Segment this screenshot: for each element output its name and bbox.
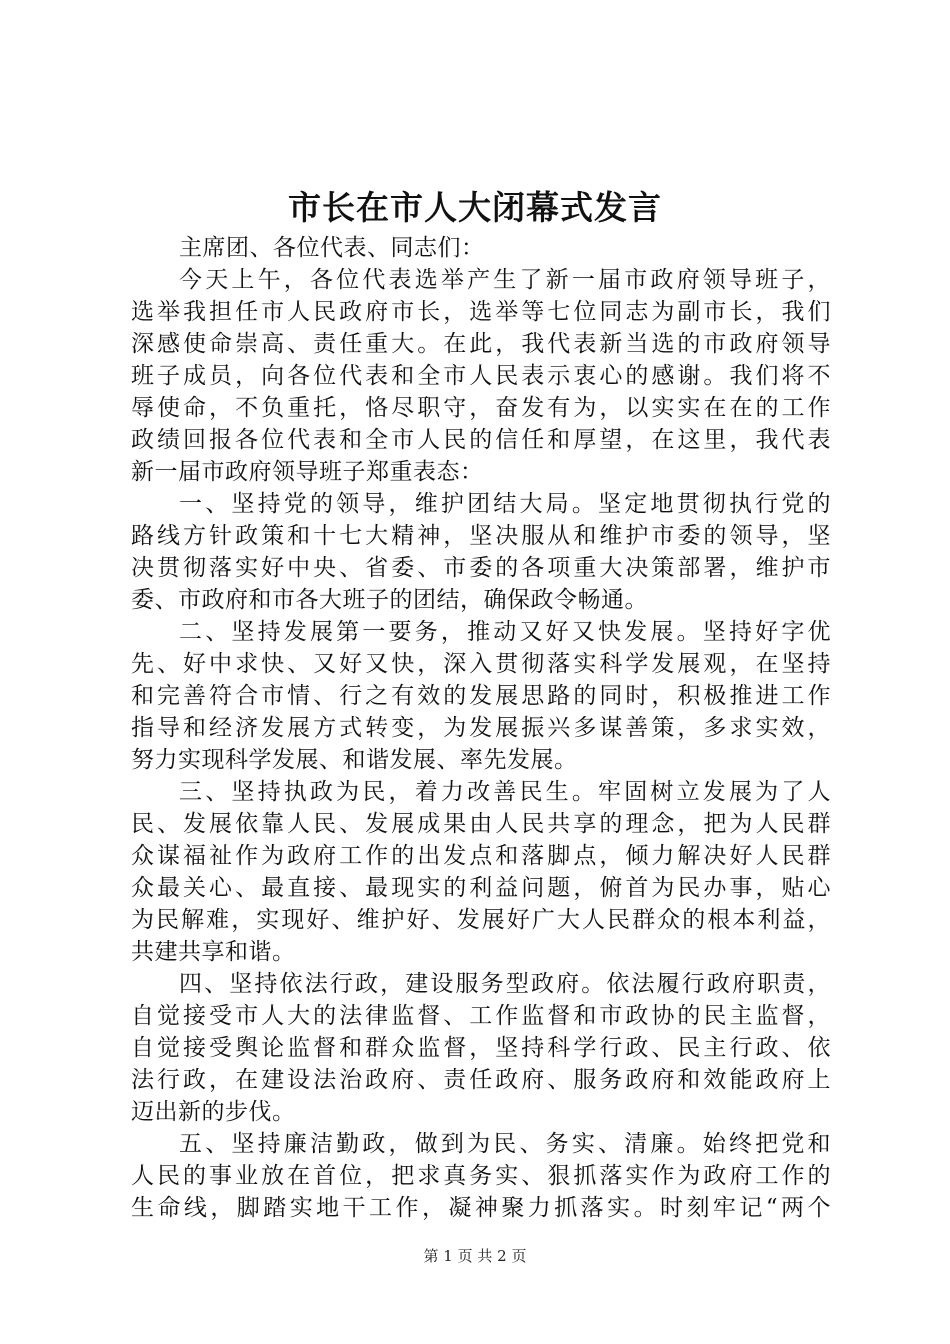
body-line: 众谋福祉作为政府工作的出发点和落脚点，倾力解决好人民群: [131, 843, 831, 869]
body-line: 指导和经济发展方式转变，为发展振兴多谋善策，多求实效，: [131, 715, 831, 741]
body-line: 五、坚持廉洁勤政，做到为民、务实、清廉。始终把党和: [179, 1131, 831, 1157]
body-line: 众最关心、最直接、最现实的利益问题，俯首为民办事，贴心: [131, 875, 831, 901]
body-line: 决贯彻落实好中央、省委、市委的各项重大决策部署，维护市: [131, 555, 831, 581]
body-line: 自觉接受舆论监督和群众监督，坚持科学行政、民主行政、依: [131, 1035, 831, 1061]
body-line: 自觉接受市人大的法律监督、工作监督和市政协的民主监督，: [131, 1003, 831, 1029]
body-line: 人民的事业放在首位，把求真务实、狠抓落实作为政府工作的: [131, 1163, 831, 1189]
body-line: 班子成员，向各位代表和全市人民表示衷心的感谢。我们将不: [131, 363, 831, 389]
body-line: 三、坚持执政为民，着力改善民生。牢固树立发展为了人: [179, 779, 831, 805]
body-line: 共建共享和谐。: [131, 939, 296, 965]
body-line: 生命线，脚踏实地干工作，凝神聚力抓落实。时刻牢记“两个: [131, 1195, 831, 1221]
body-line: 二、坚持发展第一要务，推动又好又快发展。坚持好字优: [179, 619, 831, 645]
body-line: 先、好中求快、又好又快，深入贯彻落实科学发展观，在坚持: [131, 651, 831, 677]
document-title: 市长在市人大闭幕式发言: [288, 188, 662, 227]
body-line: 迈出新的步伐。: [131, 1099, 296, 1125]
page-number-footer: 第 1 页 共 2 页: [423, 1247, 527, 1265]
body-line: 路线方针政策和十七大精神，坚决服从和维护市委的领导，坚: [131, 523, 831, 549]
body-line: 为民解难，实现好、维护好、发展好广大人民群众的根本利益，: [131, 907, 831, 933]
body-line: 努力实现科学发展、和谐发展、率先发展。: [131, 747, 578, 773]
document-body: [131, 232, 831, 1224]
body-line: 法行政，在建设法治政府、责任政府、服务政府和效能政府上: [131, 1067, 831, 1093]
body-line: 委、市政府和市各大班子的团结，确保政令畅通。: [131, 587, 648, 613]
body-line: 政绩回报各位代表和全市人民的信任和厚望，在这里，我代表: [131, 427, 831, 453]
body-line: 深感使命崇高、责任重大。在此，我代表新当选的市政府领导: [131, 331, 831, 357]
body-line: 四、坚持依法行政，建设服务型政府。依法履行政府职责，: [179, 971, 831, 997]
body-line: 民、发展依靠人民、发展成果由人民共享的理念，把为人民群: [131, 811, 831, 837]
body-line: 今天上午，各位代表选举产生了新一届市政府领导班子，: [179, 267, 831, 293]
body-line: 辱使命，不负重托，恪尽职守，奋发有为，以实实在在的工作: [131, 395, 831, 421]
body-line: 新一届市政府领导班子郑重表态：: [131, 459, 484, 485]
body-line: 一、坚持党的领导，维护团结大局。坚定地贯彻执行党的: [179, 491, 831, 517]
body-line: 主席团、各位代表、同志们：: [179, 235, 485, 261]
body-line: 和完善符合市情、行之有效的发展思路的同时，积极推进工作: [131, 683, 831, 709]
body-line: 选举我担任市人民政府市长，选举等七位同志为副市长，我们: [131, 299, 831, 325]
